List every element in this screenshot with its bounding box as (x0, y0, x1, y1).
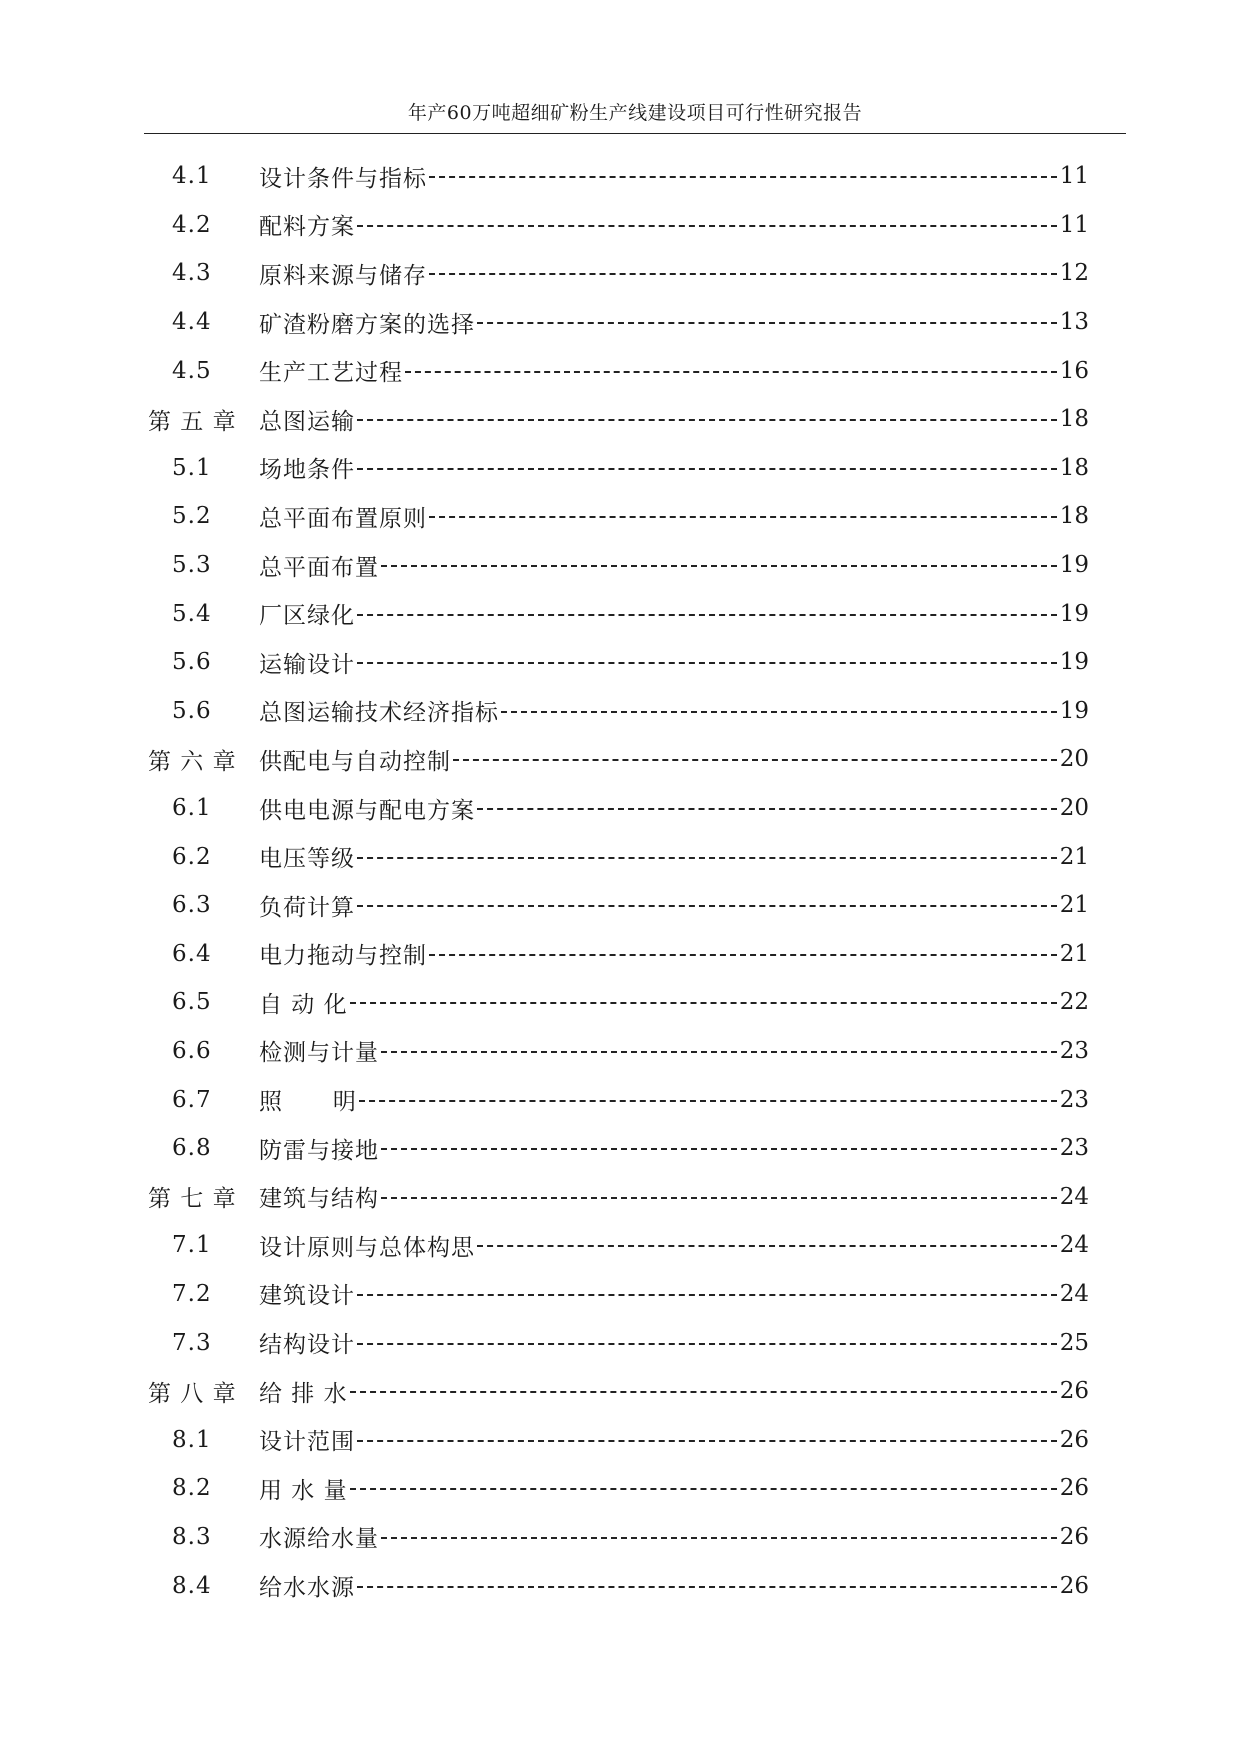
toc-leader-line (405, 371, 1057, 373)
toc-leader-line (357, 225, 1057, 227)
toc-section-entry[interactable] (144, 930, 1089, 979)
toc-leader-line (357, 1294, 1057, 1296)
toc-entry-page-number: 26 (1059, 1523, 1089, 1550)
toc-section-entry[interactable] (144, 589, 1089, 638)
toc-entry-page-number: 19 (1059, 600, 1089, 627)
toc-section-entry[interactable] (144, 638, 1089, 687)
toc-entry-title: 供配电与自动控制 (259, 748, 451, 775)
toc-entry-title: 结构设计 (259, 1332, 355, 1359)
toc-chapter-entry[interactable] (144, 395, 1089, 444)
toc-entry-page-number: 18 (1059, 503, 1089, 530)
toc-leader-line (381, 1537, 1057, 1539)
toc-section-entry[interactable] (144, 249, 1089, 298)
toc-leader-line (381, 565, 1057, 567)
toc-entry-number: 第 六 章 (148, 748, 237, 775)
toc-entry-number: 5.6 (172, 649, 212, 676)
toc-section-entry[interactable] (144, 444, 1089, 493)
toc-section-entry[interactable] (144, 1027, 1089, 1076)
toc-section-entry[interactable] (144, 1464, 1089, 1513)
toc-entry-number: 6.6 (172, 1037, 212, 1064)
toc-section-entry[interactable] (144, 541, 1089, 590)
toc-section-entry[interactable] (144, 1075, 1089, 1124)
toc-entry-page-number: 18 (1059, 406, 1089, 433)
toc-leader-line (357, 1440, 1057, 1442)
toc-entry-page-number: 24 (1059, 1183, 1089, 1210)
toc-entry-title: 自 动 化 (259, 991, 348, 1018)
toc-leader-line (429, 954, 1057, 956)
toc-leader-line (381, 1051, 1057, 1053)
toc-leader-line (501, 711, 1057, 713)
toc-entry-number: 4.1 (172, 163, 212, 190)
toc-entry-page-number: 11 (1059, 211, 1089, 238)
toc-section-entry[interactable] (144, 152, 1089, 201)
toc-entry-title: 给 排 水 (259, 1380, 348, 1407)
toc-entry-number: 8.4 (172, 1572, 212, 1599)
toc-section-entry[interactable] (144, 298, 1089, 347)
toc-section-entry[interactable] (144, 1561, 1089, 1610)
toc-entry-title: 检测与计量 (259, 1040, 379, 1067)
toc-entry-title: 总图运输技术经济指标 (259, 700, 499, 727)
toc-entry-title: 建筑设计 (259, 1283, 355, 1310)
toc-entry-page-number: 20 (1059, 795, 1089, 822)
toc-entry-number: 5.3 (172, 552, 212, 579)
toc-entry-page-number: 26 (1059, 1572, 1089, 1599)
toc-entry-number: 7.1 (172, 1232, 212, 1259)
toc-entry-page-number: 13 (1059, 309, 1089, 336)
toc-leader-line (477, 808, 1057, 810)
toc-entry-page-number: 12 (1059, 260, 1089, 287)
toc-entry-title: 生产工艺过程 (259, 360, 403, 387)
toc-entry-page-number: 26 (1059, 1378, 1089, 1405)
toc-entry-title: 原料来源与储存 (259, 262, 427, 289)
toc-section-entry[interactable] (144, 1415, 1089, 1464)
toc-entry-title: 防雷与接地 (259, 1137, 379, 1164)
toc-entry-number: 第 五 章 (148, 408, 237, 435)
toc-entry-number: 6.5 (172, 989, 212, 1016)
toc-entry-page-number: 11 (1059, 163, 1089, 190)
running-header: 年产60万吨超细矿粉生产线建设项目可行性研究报告 (407, 102, 863, 124)
toc-leader-line (350, 1002, 1057, 1004)
table-of-contents (144, 152, 1089, 1610)
toc-leader-line (359, 1100, 1057, 1102)
toc-section-entry[interactable] (144, 832, 1089, 881)
toc-section-entry[interactable] (144, 1270, 1089, 1319)
toc-entry-page-number: 23 (1059, 1086, 1089, 1113)
toc-entry-number: 6.2 (172, 843, 212, 870)
toc-section-entry[interactable] (144, 346, 1089, 395)
toc-entry-title: 设计条件与指标 (259, 165, 427, 192)
toc-section-entry[interactable] (144, 1124, 1089, 1173)
toc-entry-title: 给水水源 (259, 1575, 355, 1602)
toc-entry-number: 5.2 (172, 503, 212, 530)
toc-entry-page-number: 18 (1059, 454, 1089, 481)
toc-entry-number: 第 八 章 (148, 1380, 237, 1407)
toc-entry-page-number: 23 (1059, 1135, 1089, 1162)
toc-entry-title: 运输设计 (259, 651, 355, 678)
toc-entry-page-number: 26 (1059, 1475, 1089, 1502)
toc-entry-page-number: 22 (1059, 989, 1089, 1016)
toc-entry-page-number: 16 (1059, 357, 1089, 384)
toc-entry-page-number: 20 (1059, 746, 1089, 773)
toc-entry-title: 电压等级 (259, 846, 355, 873)
toc-leader-line (357, 419, 1057, 421)
toc-entry-number: 5.4 (172, 600, 212, 627)
toc-entry-number: 5.6 (172, 697, 212, 724)
toc-entry-number: 6.1 (172, 795, 212, 822)
toc-section-entry[interactable] (144, 784, 1089, 833)
toc-leader-line (357, 1343, 1057, 1345)
toc-entry-title: 负荷计算 (259, 894, 355, 921)
toc-entry-title: 场地条件 (259, 457, 355, 484)
toc-section-entry[interactable] (144, 687, 1089, 736)
toc-leader-line (381, 1148, 1057, 1150)
toc-entry-title: 配料方案 (259, 214, 355, 241)
toc-chapter-entry[interactable] (144, 1367, 1089, 1416)
toc-entry-page-number: 21 (1059, 843, 1089, 870)
toc-entry-title: 总平面布置 (259, 554, 379, 581)
toc-entry-number: 8.3 (172, 1523, 212, 1550)
toc-entry-number: 4.4 (172, 309, 212, 336)
toc-leader-line (357, 905, 1057, 907)
toc-leader-line (453, 759, 1057, 761)
toc-entry-number: 8.1 (172, 1426, 212, 1453)
toc-entry-title: 设计范围 (259, 1429, 355, 1456)
toc-entry-page-number: 25 (1059, 1329, 1089, 1356)
toc-entry-title: 厂区绿化 (259, 603, 355, 630)
toc-entry-page-number: 24 (1059, 1280, 1089, 1307)
toc-leader-line (429, 516, 1057, 518)
toc-entry-page-number: 21 (1059, 940, 1089, 967)
toc-entry-number: 5.1 (172, 454, 212, 481)
toc-entry-number: 6.3 (172, 892, 212, 919)
toc-entry-number: 第 七 章 (148, 1186, 237, 1213)
toc-leader-line (357, 468, 1057, 470)
toc-entry-title: 总图运输 (259, 408, 355, 435)
header-rule (144, 133, 1126, 134)
toc-section-entry[interactable] (144, 1513, 1089, 1562)
toc-leader-line (357, 857, 1057, 859)
toc-entry-title: 电力拖动与控制 (259, 943, 427, 970)
toc-leader-line (357, 1586, 1057, 1588)
toc-entry-title: 水源给水量 (259, 1526, 379, 1553)
toc-entry-number: 4.2 (172, 211, 212, 238)
toc-entry-title: 用 水 量 (259, 1477, 348, 1504)
toc-entry-title: 矿渣粉磨方案的选择 (259, 311, 475, 338)
toc-leader-line (357, 614, 1057, 616)
toc-entry-page-number: 24 (1059, 1232, 1089, 1259)
toc-leader-line (429, 176, 1057, 178)
toc-leader-line (350, 1488, 1057, 1490)
toc-chapter-entry[interactable] (144, 1172, 1089, 1221)
toc-section-entry[interactable] (144, 492, 1089, 541)
toc-leader-line (381, 1197, 1057, 1199)
toc-leader-line (350, 1391, 1057, 1393)
toc-leader-line (357, 662, 1057, 664)
toc-section-entry[interactable] (144, 978, 1089, 1027)
toc-entry-page-number: 23 (1059, 1037, 1089, 1064)
toc-section-entry[interactable] (144, 1221, 1089, 1270)
toc-entry-title: 照 明 (259, 1089, 357, 1116)
toc-entry-number: 6.4 (172, 940, 212, 967)
toc-entry-number: 4.5 (172, 357, 212, 384)
toc-section-entry[interactable] (144, 881, 1089, 930)
toc-entry-title: 供电电源与配电方案 (259, 797, 475, 824)
toc-entry-title: 总平面布置原则 (259, 505, 427, 532)
toc-entry-number: 6.7 (172, 1086, 212, 1113)
toc-leader-line (477, 322, 1057, 324)
toc-entry-number: 7.3 (172, 1329, 212, 1356)
toc-entry-number: 8.2 (172, 1475, 212, 1502)
toc-leader-line (429, 273, 1057, 275)
toc-entry-page-number: 26 (1059, 1426, 1089, 1453)
toc-entry-page-number: 19 (1059, 697, 1089, 724)
toc-section-entry[interactable] (144, 1318, 1089, 1367)
toc-entry-number: 4.3 (172, 260, 212, 287)
toc-entry-number: 6.8 (172, 1135, 212, 1162)
toc-entry-page-number: 19 (1059, 552, 1089, 579)
toc-entry-title: 设计原则与总体构思 (259, 1234, 475, 1261)
toc-entry-number: 7.2 (172, 1280, 212, 1307)
toc-leader-line (477, 1245, 1057, 1247)
toc-entry-page-number: 21 (1059, 892, 1089, 919)
toc-chapter-entry[interactable] (144, 735, 1089, 784)
toc-entry-page-number: 19 (1059, 649, 1089, 676)
toc-section-entry[interactable] (144, 201, 1089, 250)
toc-entry-title: 建筑与结构 (259, 1186, 379, 1213)
